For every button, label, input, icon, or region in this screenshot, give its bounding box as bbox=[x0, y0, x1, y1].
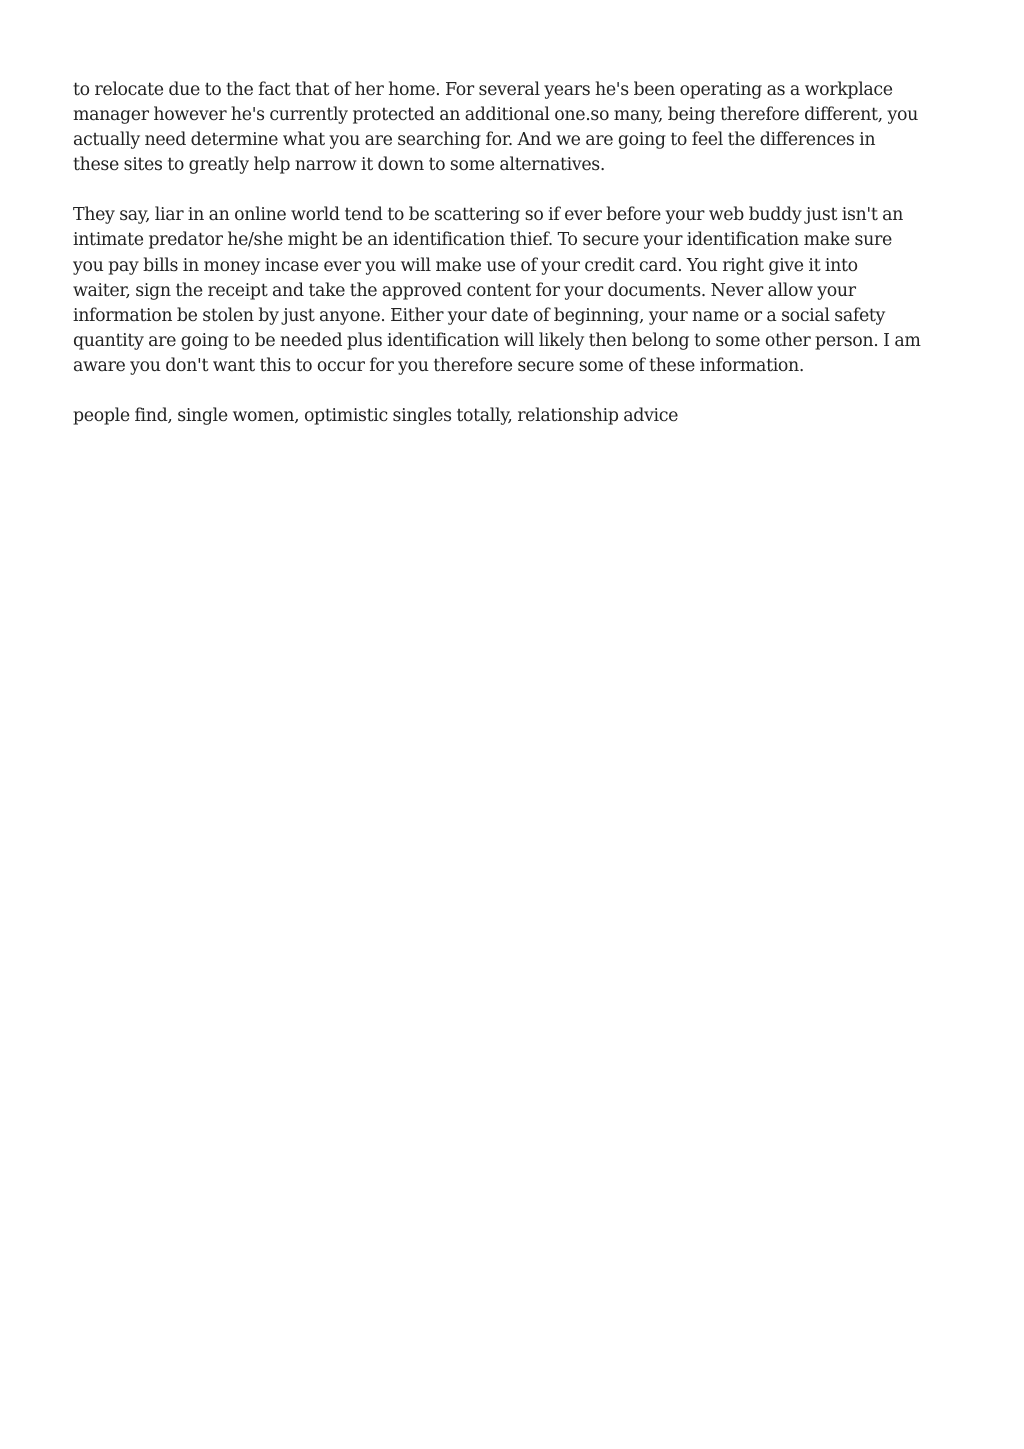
text-line: waiter, sign the receipt and take the approved content for your documents. Never allow your bbox=[73, 280, 856, 301]
document-body bbox=[73, 78, 953, 454]
paragraph-relocate bbox=[73, 78, 953, 178]
text-line: people find, single women, optimistic singles totally, relationship advice bbox=[73, 406, 679, 427]
text-line: these sites to greatly help narrow it down to some alternatives. bbox=[73, 155, 606, 176]
text-line: actually need determine what you are searching for. And we are going to feel the differences in bbox=[73, 130, 876, 151]
text-line: you pay bills in money incase ever you will make use of your credit card. You right give it into bbox=[73, 255, 858, 276]
paragraph-tags bbox=[73, 404, 953, 429]
text-line: intimate predator he/she might be an identification thief. To secure your identification make sure bbox=[73, 230, 892, 251]
text-line: They say, liar in an online world tend to be scattering so if ever before your web buddy just isn't an bbox=[73, 205, 904, 226]
text-line: to relocate due to the fact that of her home. For several years he's been operating as a workplace bbox=[73, 80, 893, 100]
paragraph-identity-theft bbox=[73, 203, 953, 379]
text-line: manager however he's currently protected an additional one.so many, being therefore different, you bbox=[73, 105, 918, 126]
text-line: aware you don't want this to occur for you therefore secure some of these information. bbox=[73, 355, 805, 376]
text-line: quantity are going to be needed plus identification will likely then belong to some other person. I am bbox=[73, 330, 921, 351]
text-line: information be stolen by just anyone. Either your date of beginning, your name or a social safety bbox=[73, 305, 886, 326]
